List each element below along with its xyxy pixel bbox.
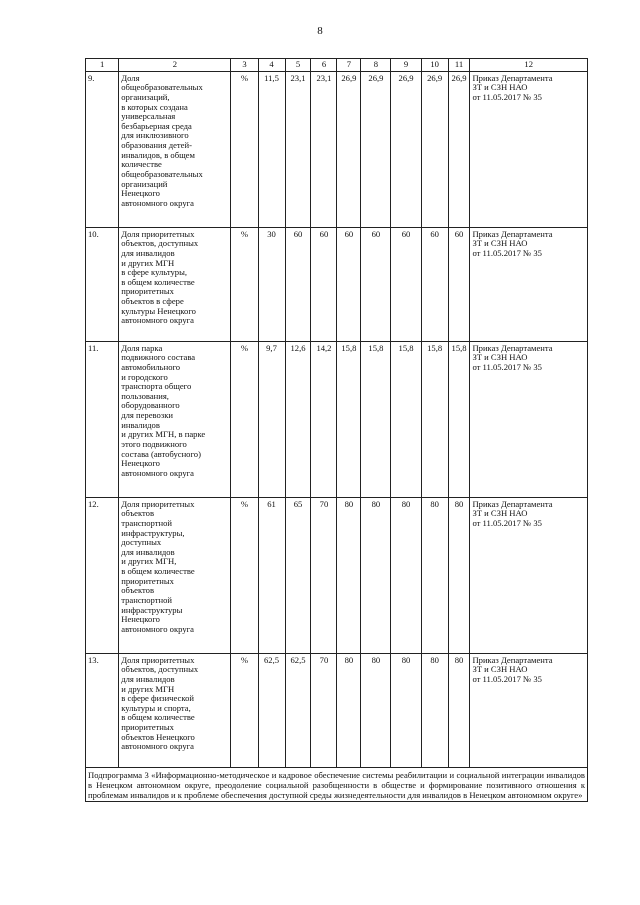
indicator-name-cell: [119, 71, 231, 227]
indicator-name-line: культуры Ненецкого: [121, 305, 196, 316]
indicator-name-cell: [119, 653, 231, 767]
indicator-name-line: доступных: [121, 537, 162, 548]
indicator-name-line: транспорта общего: [121, 381, 192, 392]
table-row: [86, 341, 588, 497]
indicator-name-line: инвалидов: [121, 419, 160, 430]
header-cell: 3: [231, 59, 258, 72]
indicator-name-line: и других МГН, в парке: [121, 429, 206, 440]
value-cell: 80: [361, 653, 391, 767]
source-line: Приказ Департамента: [472, 654, 553, 665]
value-cell: 26,9: [421, 71, 448, 227]
indicator-name-line: автономного округа: [121, 623, 194, 634]
value-cell: 15,8: [361, 341, 391, 497]
value-cell: 26,9: [391, 71, 421, 227]
indicator-name-line: объектов, доступных: [121, 664, 199, 675]
indicator-name-line: оборудованного: [121, 400, 180, 411]
indicator-name-line: безбарьерная среда: [121, 120, 192, 131]
indicator-name-line: автономного округа: [121, 197, 194, 208]
indicator-name-line: общеобразовательных: [121, 82, 203, 93]
value-cell: 80: [448, 497, 470, 653]
value-cell: 15,8: [337, 341, 361, 497]
table-body: [86, 71, 588, 767]
indicator-name-line: транспортной: [121, 594, 172, 605]
value-cell: 60: [448, 227, 470, 341]
source-line: от 11.05.2017 № 35: [472, 517, 542, 528]
indicator-name-line: объектов: [121, 585, 155, 596]
source-cell: [470, 653, 588, 767]
indicator-name-line: автономного округа: [121, 315, 194, 326]
value-cell: 70: [311, 497, 337, 653]
indicator-name-line: культуры и спорта,: [121, 702, 191, 713]
table-row: [86, 71, 588, 227]
indicator-name-line: этого подвижного: [121, 438, 187, 449]
indicator-name-line: в общем количестве: [121, 276, 195, 287]
header-cell: 10: [421, 59, 448, 72]
indicator-name-cell: [119, 341, 231, 497]
indicator-name-line: объектов Ненецкого: [121, 731, 195, 742]
unit-cell: %: [231, 71, 258, 227]
source-line: ЗТ и СЗН НАО: [472, 664, 528, 675]
indicator-name-line: инфраструктуры,: [121, 527, 185, 538]
indicator-name-line: объектов в сфере: [121, 296, 184, 306]
indicator-name-line: для инвалидов: [121, 247, 175, 258]
value-cell: 80: [391, 497, 421, 653]
indicator-name-line: в общем количестве: [121, 712, 195, 723]
value-cell: 61: [258, 497, 285, 653]
source-cell: [470, 227, 588, 341]
value-cell: 80: [421, 497, 448, 653]
source-line: от 11.05.2017 № 35: [472, 361, 542, 372]
indicator-name-line: Ненецкого: [121, 614, 160, 625]
indicator-name-line: и других МГН: [121, 257, 175, 268]
row-number-cell: 10.: [86, 227, 119, 341]
indicator-name-cell: [119, 497, 231, 653]
indicator-name-line: Доля приоритетных: [121, 654, 195, 665]
indicator-name-line: организаций,: [121, 91, 170, 102]
value-cell: 30: [258, 227, 285, 341]
header-row: [86, 59, 588, 72]
indicator-name-line: приоритетных: [121, 575, 174, 586]
indicator-name-line: организаций: [121, 178, 168, 189]
value-cell: 23,1: [285, 71, 311, 227]
indicator-name-line: Доля: [121, 72, 140, 83]
indicator-name-line: подвижного состава: [121, 352, 196, 363]
source-cell: [470, 497, 588, 653]
source-line: ЗТ и СЗН НАО: [472, 82, 528, 93]
value-cell: 60: [361, 227, 391, 341]
source-line: Приказ Департамента: [472, 342, 553, 353]
source-line: ЗТ и СЗН НАО: [472, 352, 528, 363]
header-cell: 2: [119, 59, 231, 72]
value-cell: 60: [285, 227, 311, 341]
table-header: [86, 59, 588, 72]
value-cell: 15,8: [421, 341, 448, 497]
indicator-name-line: приоритетных: [121, 286, 174, 297]
row-number-cell: 12.: [86, 497, 119, 653]
indicator-name-line: транспортной: [121, 517, 172, 528]
indicator-name-line: и городского: [121, 371, 168, 382]
indicator-name-line: и других МГН: [121, 683, 175, 694]
value-cell: 23,1: [311, 71, 337, 227]
value-cell: 62,5: [258, 653, 285, 767]
indicator-name-line: в общем количестве: [121, 566, 195, 576]
value-cell: 70: [311, 653, 337, 767]
header-cell: 8: [361, 59, 391, 72]
indicator-name-line: для инвалидов: [121, 673, 175, 684]
value-cell: 80: [361, 497, 391, 653]
unit-cell: %: [231, 497, 258, 653]
value-cell: 80: [337, 653, 361, 767]
row-number-cell: 9.: [86, 71, 119, 227]
indicator-name-line: Доля парка: [121, 342, 163, 353]
indicator-name-line: приоритетных: [121, 722, 174, 732]
value-cell: 80: [391, 653, 421, 767]
table-row: [86, 497, 588, 653]
unit-cell: %: [231, 653, 258, 767]
value-cell: 60: [337, 227, 361, 341]
source-line: Приказ Департамента: [472, 228, 553, 239]
value-cell: 11,5: [258, 71, 285, 227]
value-cell: 80: [421, 653, 448, 767]
value-cell: 60: [391, 227, 421, 341]
header-cell: 7: [337, 59, 361, 72]
indicator-name-line: количестве: [121, 159, 162, 170]
source-line: от 11.05.2017 № 35: [472, 673, 542, 684]
indicators-table: [85, 58, 588, 802]
indicator-name-line: объектов: [121, 508, 155, 519]
value-cell: 15,8: [391, 341, 421, 497]
header-cell: 5: [285, 59, 311, 72]
indicator-name-line: Доля приоритетных: [121, 498, 195, 509]
indicator-name-line: для перевозки: [121, 410, 174, 420]
indicator-name-line: для инвалидов: [121, 546, 175, 557]
indicator-name-line: инфраструктуры: [121, 604, 183, 615]
indicator-name-line: для инклюзивного: [121, 130, 189, 141]
row-number-cell: 13.: [86, 653, 119, 767]
value-cell: 15,8: [448, 341, 470, 497]
value-cell: 80: [337, 497, 361, 653]
indicator-name-line: в сфере культуры,: [121, 267, 188, 278]
indicator-name-line: Ненецкого: [121, 188, 160, 199]
source-cell: [470, 71, 588, 227]
indicator-name-line: и других МГН,: [121, 556, 177, 567]
indicator-name-line: универсальная: [121, 111, 176, 122]
indicator-name-line: состава (автобусного): [121, 448, 201, 459]
indicator-name-line: автомобильного: [121, 361, 181, 372]
source-line: ЗТ и СЗН НАО: [472, 238, 528, 249]
value-cell: 60: [311, 227, 337, 341]
value-cell: 9,7: [258, 341, 285, 497]
header-cell: 1: [86, 59, 119, 72]
unit-cell: %: [231, 227, 258, 341]
value-cell: 12,6: [285, 341, 311, 497]
header-cell: 6: [311, 59, 337, 72]
header-cell: 11: [448, 59, 470, 72]
indicator-name-line: в сфере физической: [121, 693, 194, 704]
subprogram-title: Подпрограмма 3 «Информационно-методическое и кадровое обеспечение системы реабилитации и социальной интеграции инвалидов в Ненецком автономном округе, преодоление социальной разобщенности в обществе и формирование позитивного отношения к проблемам инвалидов и к проблеме обеспечения доступной среды жизнедеятельности для инвалидов в Ненецком автономном округе»: [86, 767, 588, 801]
source-line: Приказ Департамента: [472, 498, 553, 509]
indicator-name-line: Ненецкого: [121, 458, 160, 469]
header-cell: 9: [391, 59, 421, 72]
value-cell: 26,9: [361, 71, 391, 227]
subprogram-row: [86, 767, 588, 801]
page-number: 8: [317, 25, 323, 37]
value-cell: 65: [285, 497, 311, 653]
source-line: Приказ Департамента: [472, 72, 553, 83]
value-cell: 62,5: [285, 653, 311, 767]
value-cell: 26,9: [337, 71, 361, 227]
indicator-name-line: инвалидов, в общем: [121, 149, 195, 160]
indicator-name-line: автономного округа: [121, 741, 194, 752]
indicator-name-line: общеобразовательных: [121, 168, 203, 179]
indicator-name-line: в которых создана: [121, 101, 188, 112]
header-cell: 4: [258, 59, 285, 72]
value-cell: 26,9: [448, 71, 470, 227]
indicator-name-line: объектов, доступных: [121, 238, 199, 249]
source-line: от 11.05.2017 № 35: [472, 247, 542, 258]
header-cell: 12: [470, 59, 588, 72]
indicator-name-line: автономного округа: [121, 467, 194, 478]
value-cell: 60: [421, 227, 448, 341]
indicator-name-cell: [119, 227, 231, 341]
indicator-name-line: Доля приоритетных: [121, 228, 195, 239]
table-row: [86, 653, 588, 767]
indicator-name-line: пользования,: [121, 390, 169, 401]
subprogram-section: [86, 767, 588, 801]
unit-cell: %: [231, 341, 258, 497]
value-cell: 14,2: [311, 341, 337, 497]
table-row: [86, 227, 588, 341]
row-number-cell: 11.: [86, 341, 119, 497]
value-cell: 80: [448, 653, 470, 767]
source-line: от 11.05.2017 № 35: [472, 91, 542, 102]
indicator-name-line: образования детей-: [121, 140, 192, 150]
source-cell: [470, 341, 588, 497]
source-line: ЗТ и СЗН НАО: [472, 508, 528, 519]
